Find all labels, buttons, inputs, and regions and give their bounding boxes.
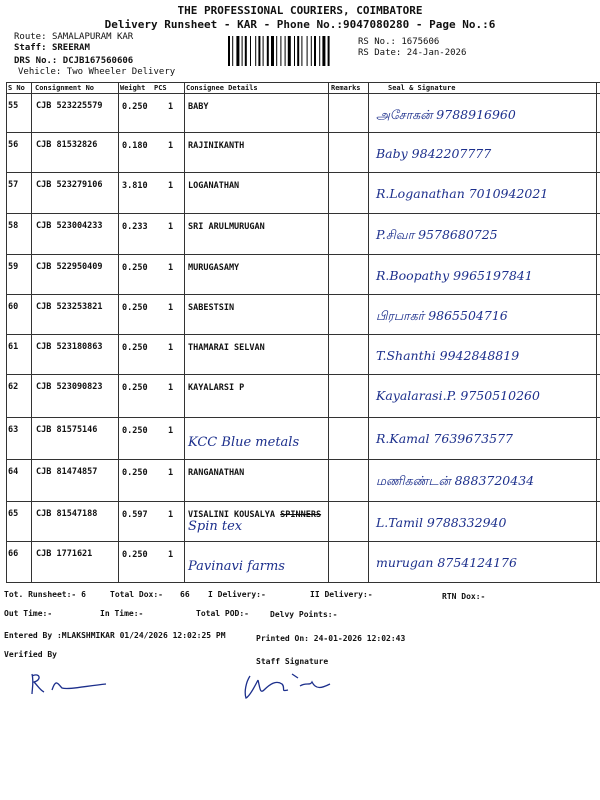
row-pcs: 1 (168, 343, 174, 353)
table-row (6, 541, 600, 582)
rs-no-label: RS No.: (358, 37, 396, 47)
row-weight: 0.250 (122, 426, 148, 436)
row-consignee-name: VISALINI KOUSALYA SPINNERS (188, 510, 322, 520)
row-pcs: 1 (168, 426, 174, 436)
row-pcs: 1 (168, 468, 174, 478)
row-sno: 55 (8, 101, 19, 111)
vehicle-label: Vehicle: (18, 67, 62, 77)
row-consignee-handwritten: Pavinavi farms (188, 559, 285, 574)
row-weight: 0.597 (122, 510, 148, 520)
tot-runsheet: Tot. Runsheet:- 6 (4, 590, 86, 599)
row-consignment-no: CJB 523180863 (36, 342, 103, 352)
row-signature: Kayalarasi.P. 9750510260 (376, 388, 540, 403)
row-consignment-no: CJB 523225579 (36, 101, 103, 111)
row-consignee-name: MURUGASAMY (188, 263, 240, 273)
staff-value: SREERAM (51, 43, 90, 53)
row-pcs: 1 (168, 510, 174, 520)
row-consignee-name: RANGANATHAN (188, 468, 245, 478)
row-consignment-no: CJB 522950409 (36, 262, 103, 272)
row-pcs: 1 (168, 303, 174, 313)
row-signature: L.Tamil 9788332940 (376, 515, 507, 530)
row-consignee-name: SABESTSIN (188, 303, 235, 313)
row-consignment-no: CJB 1771621 (36, 549, 93, 559)
row-sno: 57 (8, 180, 19, 190)
row-consignee-handwritten: KCC Blue metals (188, 435, 300, 450)
staff-signature-label: Staff Signature (256, 657, 329, 666)
out-time: Out Time:- (4, 609, 53, 618)
row-sno: 66 (8, 549, 19, 559)
verified-signature (26, 668, 116, 698)
rs-date-label: RS Date: (358, 48, 402, 58)
table-row (6, 459, 600, 501)
col-seal: Seal & Signature (388, 84, 456, 92)
row-weight: 0.250 (122, 343, 148, 353)
entered-by: Entered By :MLAKSHMIKAR 01/24/2026 12:02:25 PM (4, 631, 226, 640)
table-row (6, 213, 600, 254)
table-row (6, 374, 600, 417)
table-row (6, 334, 600, 374)
table-row (6, 132, 600, 172)
row-consignment-no: CJB 81474857 (36, 467, 98, 477)
total-dox-label: Total Dox:- (110, 590, 163, 599)
row-weight: 0.250 (122, 468, 148, 478)
staff-line (14, 43, 90, 53)
staff-label: Staff: (14, 43, 47, 53)
row-sno: 64 (8, 467, 19, 477)
row-weight: 0.180 (122, 141, 148, 151)
route-value: SAMALAPURAM KAR (51, 32, 134, 42)
row-consignee-name: RAJINIKANTH (188, 141, 245, 151)
row-signature: அசோகன் 9788916960 (376, 107, 516, 122)
rs-date-line (358, 48, 466, 58)
ii-delivery: II Delivery:- (310, 590, 373, 599)
row-pcs: 1 (168, 383, 174, 393)
runsheet-table (6, 82, 600, 582)
row-weight: 0.250 (122, 102, 148, 112)
row-consignment-no: CJB 523004233 (36, 221, 103, 231)
table-row (6, 417, 600, 459)
drs-label: DRS No.: (14, 56, 58, 66)
delvy-points: Delvy Points:- (270, 610, 338, 619)
rtn-dox: RTN Dox:- (442, 592, 486, 601)
barcode-image (228, 36, 354, 66)
col-consignee: Consignee Details (186, 84, 258, 92)
row-weight: 0.250 (122, 383, 148, 393)
route-line (14, 32, 133, 42)
total-pod: Total POD:- (196, 609, 249, 618)
row-signature: R.Loganathan 7010942021 (376, 186, 549, 201)
drs-value: DCJB167560606 (62, 56, 134, 66)
row-signature: R.Boopathy 9965197841 (376, 268, 533, 283)
row-pcs: 1 (168, 181, 174, 191)
row-sno: 61 (8, 342, 19, 352)
company-title: THE PROFESSIONAL COURIERS, COIMBATORE (177, 4, 423, 17)
row-weight: 0.250 (122, 303, 148, 313)
table-row (6, 93, 600, 132)
row-sno: 58 (8, 221, 19, 231)
row-signature: பிரபாகர் 9865504716 (376, 308, 508, 323)
printed-on: Printed On: 24-01-2026 12:02:43 (256, 634, 406, 643)
row-consignee-handwritten: Spin tex (188, 519, 243, 534)
row-pcs: 1 (168, 141, 174, 151)
row-consignment-no: CJB 523090823 (36, 382, 103, 392)
table-row (6, 254, 600, 294)
row-weight: 0.250 (122, 550, 148, 560)
row-consignee-name: LOGANATHAN (188, 181, 240, 191)
row-consignee-name: SRI ARULMURUGAN (188, 222, 265, 232)
vehicle-line (18, 67, 175, 77)
row-consignment-no: CJB 523253821 (36, 302, 103, 312)
row-sno: 60 (8, 302, 19, 312)
total-dox-value: 66 (180, 590, 190, 599)
row-sno: 56 (8, 140, 19, 150)
staff-signature (236, 668, 336, 704)
row-signature: Baby 9842207777 (376, 146, 492, 161)
row-consignee-name: BABY (188, 102, 209, 112)
row-weight: 0.250 (122, 263, 148, 273)
table-row (6, 294, 600, 334)
col-sno: S No (8, 84, 25, 92)
row-signature: P.சிவா 9578680725 (376, 227, 498, 242)
row-weight: 0.233 (122, 222, 148, 232)
row-consignee-name: THAMARAI SELVAN (188, 343, 265, 353)
row-consignee-name: KAYALARSI P (188, 383, 245, 393)
col-remarks: Remarks (331, 84, 361, 92)
col-weight: Weight (120, 84, 146, 92)
col-consignment: Consignment No (35, 84, 95, 92)
i-delivery: I Delivery:- (208, 590, 266, 599)
row-pcs: 1 (168, 550, 174, 560)
row-signature: மணிகண்டன் 8883720434 (376, 473, 535, 488)
row-sno: 63 (8, 425, 19, 435)
row-signature: R.Kamal 7639673577 (376, 431, 513, 446)
row-sno: 59 (8, 262, 19, 272)
verified-by: Verified By (4, 650, 57, 659)
drs-line (14, 56, 133, 66)
row-consignment-no: CJB 523279106 (36, 180, 103, 190)
table-row (6, 501, 600, 541)
rs-no-value: 1675606 (401, 37, 440, 47)
rs-date-value: 24-Jan-2026 (406, 48, 467, 58)
vehicle-value: Two Wheeler Delivery (66, 67, 176, 77)
row-signature: murugan 8754124176 (376, 555, 517, 570)
rs-no-line (358, 37, 439, 47)
row-sno: 62 (8, 382, 19, 392)
row-pcs: 1 (168, 263, 174, 273)
col-pcs: PCS (154, 84, 167, 92)
row-pcs: 1 (168, 222, 174, 232)
row-sno: 65 (8, 509, 19, 519)
row-signature: T.Shanthi 9942848819 (376, 348, 520, 363)
runsheet-subtitle: Delivery Runsheet - KAR - Phone No.:9047080280 - Page No.:6 (104, 18, 496, 31)
row-weight: 3.810 (122, 181, 148, 191)
table-row (6, 172, 600, 213)
row-pcs: 1 (168, 102, 174, 112)
row-consignment-no: CJB 81547188 (36, 509, 98, 519)
row-consignment-no: CJB 81532826 (36, 140, 98, 150)
row-consignment-no: CJB 81575146 (36, 425, 98, 435)
in-time: In Time:- (100, 609, 144, 618)
route-label: Route: (14, 32, 47, 42)
